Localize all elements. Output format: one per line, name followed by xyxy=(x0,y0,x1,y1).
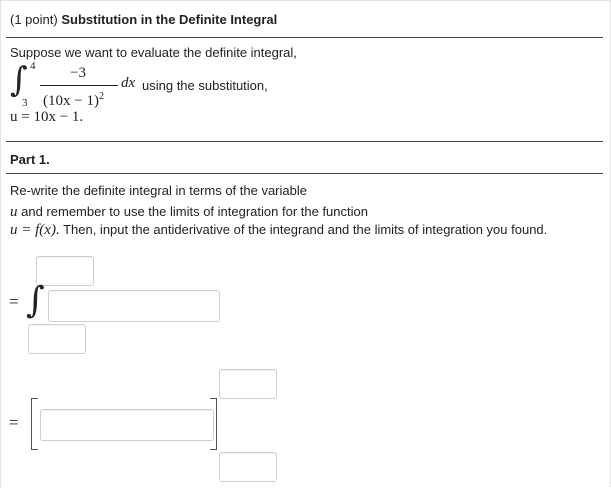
instruction-line-3-text: Then, input the antiderivative of the integrand and the limits of integration you found. xyxy=(63,222,548,237)
problem-header xyxy=(10,12,277,27)
problem-title: Substitution in the Definite Integral xyxy=(61,12,278,27)
denominator-exponent: 2 xyxy=(98,91,104,102)
antiderivative-input[interactable] xyxy=(40,409,214,441)
variable-u: u xyxy=(10,204,18,220)
left-bracket xyxy=(31,398,38,450)
evaluation-lower-limit-input[interactable] xyxy=(219,452,277,482)
header-divider xyxy=(6,37,603,38)
dx-text: dx xyxy=(121,75,136,91)
using-substitution-text: using the substitution, xyxy=(142,78,268,93)
intro-text: Suppose we want to evaluate the definite integral, xyxy=(10,45,297,60)
right-bracket xyxy=(210,398,217,450)
points-label: (1 point) xyxy=(10,12,58,27)
instruction-line-1: Re-write the definite integral in terms of the variable xyxy=(10,183,307,198)
instruction-line-2-text: and remember to use the limits of integration for the function xyxy=(21,204,368,219)
denominator xyxy=(43,91,104,110)
numerator: −3 xyxy=(70,65,86,81)
integral-sign: ∫ xyxy=(10,60,28,100)
fraction-bar xyxy=(40,85,118,86)
substitution-equation: u = 10x − 1. xyxy=(10,109,84,125)
integral-sign-input: ∫ xyxy=(26,280,45,321)
equals-sign-2: = xyxy=(9,413,19,432)
part1-heading: Part 1. xyxy=(10,152,50,167)
denominator-base: (10x − 1) xyxy=(43,93,99,109)
instruction-line-2 xyxy=(10,204,368,221)
upper-limit: 4 xyxy=(30,60,36,72)
part1-divider xyxy=(6,173,603,174)
evaluation-upper-limit-input[interactable] xyxy=(219,369,277,399)
equals-sign-1: = xyxy=(9,292,19,311)
section-divider xyxy=(6,141,603,142)
function-notation: u = f(x). xyxy=(10,222,60,238)
lower-limit: 3 xyxy=(22,97,28,109)
instruction-line-3 xyxy=(10,222,547,239)
integral-lower-limit-input[interactable] xyxy=(28,324,86,354)
integrand-input[interactable] xyxy=(48,290,220,322)
